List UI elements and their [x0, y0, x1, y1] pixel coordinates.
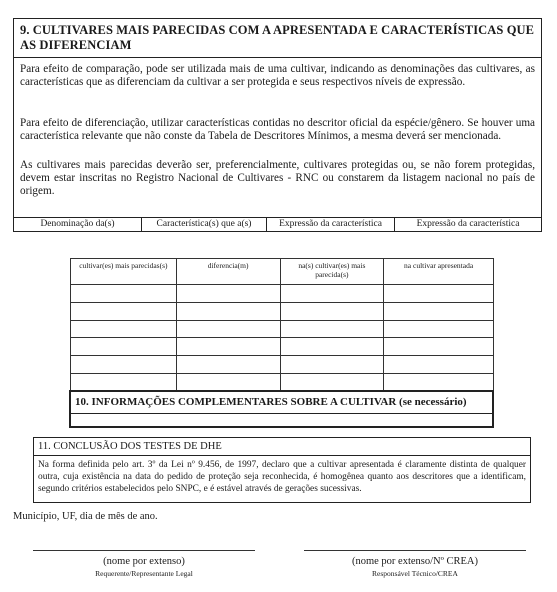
- table-cell[interactable]: [280, 285, 384, 303]
- table-cell[interactable]: [280, 302, 384, 320]
- section-11-declaration: Na forma definida pelo art. 3º da Lei nº 9.456, de 1997, declaro que a cultivar apresentada é claramente distinta de qualquer outra, cuja existência na data do pedido de proteção seja reconhecida, é homogênea quanto aos descritores que a identificam, segundo critérios estabelecidos pelo SNPC, e é estável através de gerações sucessivas.: [38, 460, 526, 495]
- table-row: [71, 302, 494, 320]
- section-10-box: [69, 390, 494, 428]
- table-cell[interactable]: [176, 338, 280, 356]
- comparison-table: [70, 258, 494, 392]
- column-header-expressao-parecida: Expressão da característica: [267, 218, 395, 231]
- section-9-column-headers: [14, 217, 541, 231]
- table-cell[interactable]: [176, 320, 280, 338]
- table-header-cultivares: cultivar(es) mais parecidas(s): [71, 259, 177, 285]
- table-cell[interactable]: [176, 373, 280, 391]
- table-row: [71, 356, 494, 374]
- table-cell[interactable]: [71, 285, 177, 303]
- table-cell[interactable]: [384, 285, 494, 303]
- table-row: [71, 320, 494, 338]
- signature-role-technician: Responsável Técnico/CREA: [372, 569, 458, 578]
- table-header-expressao-parecida: na(s) cultivar(es) mais parecida(s): [280, 259, 384, 285]
- section-10-input-area[interactable]: [71, 414, 492, 426]
- section-9-title: 9. CULTIVARES MAIS PARECIDAS COM A APRESENTADA E CARACTERÍSTICAS QUE AS DIFERENCIAM: [14, 19, 541, 58]
- section-9-paragraph-2: Para efeito de diferenciação, utilizar características contidas no descritor oficial da espécie/gênero. Se houver uma característica relevante que não conste da Tabela de Descritores Mínimos, a mesma deverá ser mencionada.: [20, 117, 535, 143]
- table-cell[interactable]: [280, 338, 384, 356]
- table-cell[interactable]: [176, 285, 280, 303]
- table-row: [71, 285, 494, 303]
- table-cell[interactable]: [71, 320, 177, 338]
- signature-name-technician: (nome por extenso/Nº CREA): [351, 556, 479, 567]
- table-cell[interactable]: [71, 338, 177, 356]
- table-cell[interactable]: [280, 373, 384, 391]
- table-cell[interactable]: [71, 356, 177, 374]
- signature-line-applicant[interactable]: [33, 550, 255, 551]
- table-cell[interactable]: [384, 373, 494, 391]
- column-header-expressao-apresentada: Expressão da característica: [416, 219, 520, 229]
- table-row: [71, 338, 494, 356]
- table-cell[interactable]: [384, 338, 494, 356]
- table-header-expressao-apresentada: na cultivar apresentada: [384, 259, 494, 285]
- section-9-paragraph-3: As cultivares mais parecidas deverão ser, preferencialmente, cultivares protegidas ou, se não forem protegidas, devem estar inscritas no Registro Nacional de Cultivares - RNC ou constarem da listagem nacional no país de origem.: [20, 159, 535, 198]
- section-10-title: [71, 392, 492, 414]
- table-cell[interactable]: [176, 356, 280, 374]
- column-header-denominacao: Denominação da(s): [14, 218, 142, 231]
- signature-line-technician[interactable]: [304, 550, 526, 551]
- table-cell[interactable]: [280, 320, 384, 338]
- table-row: [71, 373, 494, 391]
- table-cell[interactable]: [384, 356, 494, 374]
- table-cell[interactable]: [384, 320, 494, 338]
- section-9-paragraph-1: Para efeito de comparação, pode ser utilizada mais de uma cultivar, indicando as denominações das cultivares, as características que as diferenciam da cultivar a ser protegida e seus respectivos níveis de expressão.: [20, 63, 535, 89]
- place-date: Município, UF, dia de mês de ano.: [13, 511, 158, 522]
- section-11-box: [33, 437, 531, 503]
- signature-role-applicant: Requerente/Representante Legal: [95, 569, 193, 578]
- signature-name-applicant: (nome por extenso): [103, 556, 185, 567]
- table-cell[interactable]: [176, 302, 280, 320]
- column-header-caracteristica: Característica(s) que a(s): [142, 218, 267, 231]
- table-cell[interactable]: [71, 302, 177, 320]
- section-10-heading: 10. INFORMAÇÕES COMPLEMENTARES SOBRE A CULTIVAR: [75, 396, 397, 408]
- section-9-box: [13, 18, 542, 232]
- table-cell[interactable]: [71, 373, 177, 391]
- table-header-row: [71, 259, 494, 285]
- table-cell[interactable]: [280, 356, 384, 374]
- table-cell[interactable]: [384, 302, 494, 320]
- section-11-title: 11. CONCLUSÃO DOS TESTES DE DHE: [34, 438, 530, 456]
- table-header-diferencia: diferencia(m): [176, 259, 280, 285]
- section-10-note: (se necessário): [399, 396, 467, 408]
